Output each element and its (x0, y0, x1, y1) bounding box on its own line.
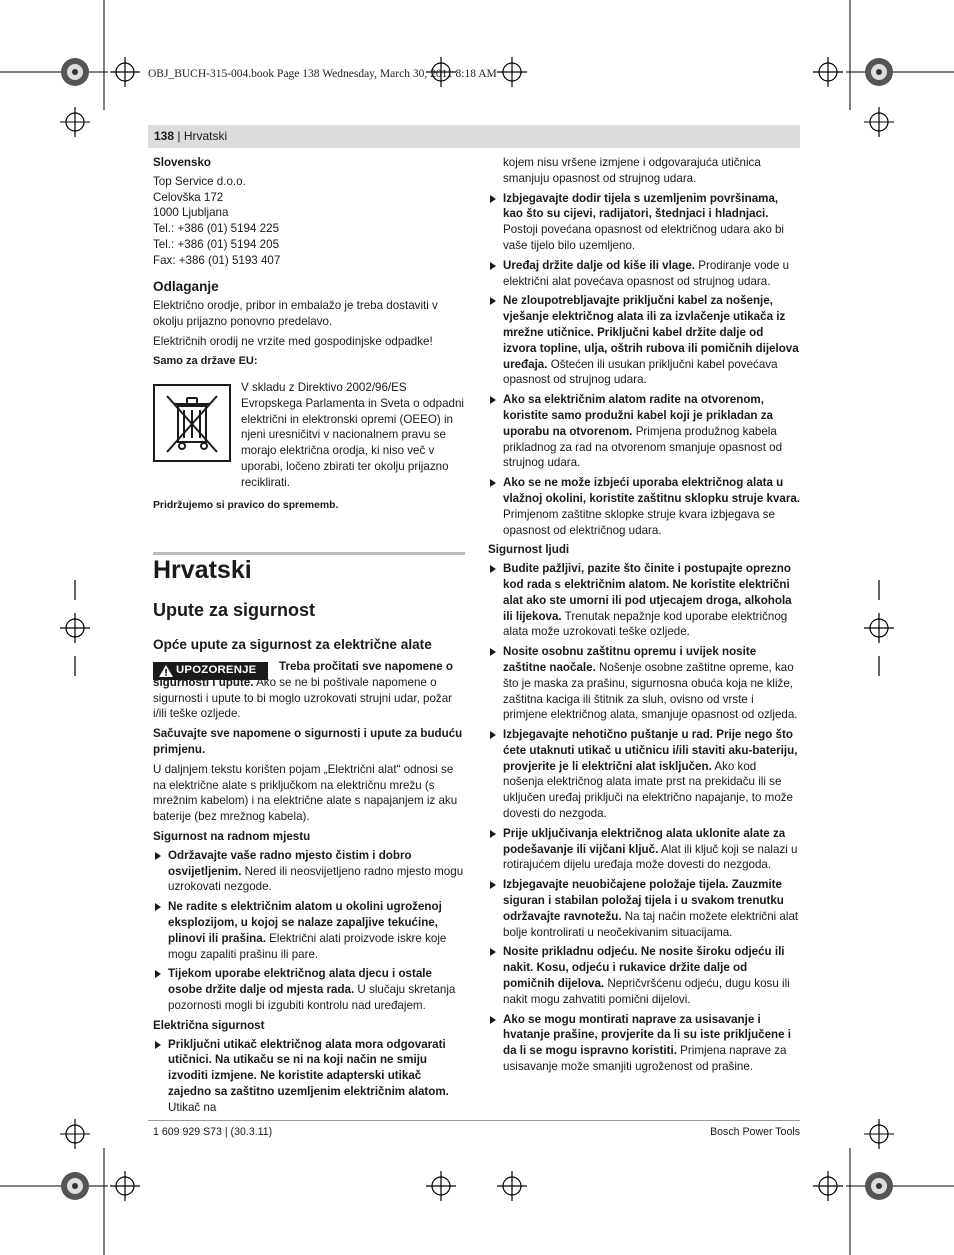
list-item: Ne radite s električnim alatom u okolini ugroženoj eksplozijom, u kojoj se nalaze zapaljive tekućine, plinovi ili prašina. Električni alati proizvode iskre koje mogu zapaliti prašinu ili pare. (153, 899, 465, 962)
page-number: 138 (154, 129, 175, 143)
section-divider (153, 552, 465, 555)
list-item: Izbjegavajte neuobičajene položaje tijela. Zauzmite siguran i stabilan položaj tijela i u svakom trenutku održavajte ravnotežu. Na taj način možete električni alat bolje kontrolirati u neočekivanim situacijama. (488, 877, 800, 940)
warning-badge-label: UPOZORENJE (176, 664, 257, 676)
slovensko-address (153, 174, 465, 269)
people-heading: Sigurnost ljudi (488, 543, 570, 557)
footer-doc-number: 1 609 929 S73 | (30.3.11) (153, 1126, 273, 1138)
bullet-triangle-icon (490, 830, 496, 838)
address-line: Tel.: +386 (01) 5194 225 (153, 222, 280, 236)
list-item: Ako se ne može izbjeći uporaba električnog alata u vlažnoj okolini, koristite zaštitnu sklopku struje kvara. Primjenom zaštitne sklopke struje kvara izbjegava se opasnost od električnog udara. (488, 475, 800, 538)
right-column (488, 155, 800, 1079)
list-item: Uređaj držite dalje od kiše ili vlage. Prodiranje vode u električni alat povećava opasnost od strujnog udara. (488, 258, 800, 290)
bullet-triangle-icon (490, 648, 496, 656)
address-line: Fax: +386 (01) 5193 407 (153, 253, 281, 267)
list-item: Održavajte vaše radno mjesto čistim i dobro osvijetljenim. Nered ili neosvijetljeno radno mjesto mogu uzrokovati nezgode. (153, 848, 465, 895)
electrical-continuation: kojem nisu vršene izmjene i odgovarajuća utičnica smanjuju opasnost od strujnog udara. (503, 156, 761, 185)
term-paragraph: U daljnjem tekstu korišten pojam „Električni alat“ odnosi se na električne alate s priključkom na električnu mrežu (s mrežnim kabelom) i na električne alate s napajanjem iz aku baterije (bez mrežnog kabela). (153, 762, 458, 824)
weee-bin-icon (153, 384, 231, 462)
list-item: Budite pažljivi, pazite što činite i postupajte oprezno kod rada s električnim alatom. Ne koristite električni alat ako ste umorni ili pod utjecajem droga, alkohola ili lijekova. Trenutak nepažnje kod uporabe električnog alata može uzrokovati teške ozljede. (488, 561, 800, 640)
safety-subtitle: Upute za sigurnost (153, 600, 316, 620)
disposal-paragraph: Električno orodje, pribor in embalažo je treba dostaviti v okolju prijazno ponovno predelavo. (153, 299, 438, 329)
bullet-triangle-icon (155, 903, 161, 911)
eu-text-line: uporabi, ločeno zbirati ter okolju prijazno (241, 459, 449, 473)
bullet-triangle-icon (490, 396, 496, 404)
keep-instructions: Sačuvajte sve napomene o sigurnosti i upute za buduću primjenu. (153, 727, 463, 756)
page-header (154, 129, 227, 143)
warning-bold: Treba pročitati sve napomene o sigurnosti i upute. (153, 660, 453, 689)
list-item: Ako se mogu montirati naprave za usisavanje i hvatanje prašine, provjerite da li su iste priključene i da li se mogu ispravno koristiti. Primjena naprave za usisavanje može smanjiti ugroženost od prašine. (488, 1012, 800, 1075)
footer-brand: Bosch Power Tools (710, 1126, 800, 1138)
list-item: Tijekom uporabe električnog alata djecu i ostale osobe držite dalje od mjesta rada. U slučaju skretanja pozornosti mogli bi izgubiti kontrolu nad uređajem. (153, 966, 465, 1013)
printer-info-line: OBJ_BUCH-315-004.book Page 138 Wednesday, March 30, 2011 8:18 AM (148, 68, 497, 80)
footer-divider (148, 1120, 800, 1121)
bullet-triangle-icon (490, 262, 496, 270)
eu-text-line: Evropskega Parlamenta in Sveta o odpadni (241, 396, 464, 410)
list-item: Prije uključivanja električnog alata uklonite alate za podešavanje ili vijčani ključ. Alat ili ključ koji se nalazi u rotirajućem dijelu uređaja može dovesti do nezgoda. (488, 826, 800, 873)
bullet-triangle-icon (490, 195, 496, 203)
general-safety-heading: Opće upute za sigurnost za električne alate (153, 637, 432, 652)
disposal-paragraph: Električnih orodij ne vrzite med gospodinjske odpadke! (153, 334, 433, 348)
eu-text-line: njeni uresničitvi v nacionalnem pravu se (241, 428, 446, 442)
list-item: Priključni utikač električnog alata mora odgovarati utičnici. Na utikaču se ni na koji način ne smiju izvoditi izmjene. Ne koristite adapterski utikač zajedno sa zaštitno uzemljenim električnim alatom. Utikač na (153, 1037, 465, 1116)
eu-text-line: V skladu z Direktivo 2002/96/ES (241, 381, 407, 394)
eu-label: Samo za države EU: (153, 354, 258, 367)
left-column-hrvatski (153, 659, 465, 1120)
eu-text-line: električni in elektronski opremi (OEEO) in (241, 412, 453, 426)
eu-directive-text (241, 380, 465, 491)
bullet-triangle-icon (155, 852, 161, 860)
changes-note: Pridržujemo si pravico do sprememb. (153, 500, 339, 511)
eu-text-line: morajo električna orodja, ki niso več v (241, 444, 435, 458)
warning-paragraph (153, 659, 465, 722)
slovensko-heading: Slovensko (153, 156, 211, 169)
bullet-triangle-icon (490, 731, 496, 739)
bullet-triangle-icon (155, 970, 161, 978)
bullet-triangle-icon (490, 1016, 496, 1024)
list-item: Nosite prikladnu odjeću. Ne nosite široku odjeću ili nakit. Kosu, odjeću i rukavice držite dalje od pomičnih dijelova. Nepričvršćenu odjeću, dugu kosu ili nakit mogu zahvatiti pomični dijelovi. (488, 944, 800, 1007)
bullet-triangle-icon (490, 881, 496, 889)
list-item: Ne zloupotrebljavajte priključni kabel za nošenje, vješanje električnog alata ili za izvlačenje utikača iz mrežne utičnice. Priključni kabel držite dalje od izvora topline, ulja, oštrih rubova ili pomičnih dijelova uređaja. Oštećen ili usukan priključni kabel povećava opasnost od strujnog udara. (488, 293, 800, 388)
eu-text-line: reciklirati. (241, 475, 290, 489)
bullet-triangle-icon (490, 297, 496, 305)
list-item: Nosite osobnu zaštitnu opremu i uvijek nosite zaštitne naočale. Nošenje osobne zaštitne opreme, kao što je maska za prašinu, sigurnosna obuća koja ne kliže, zaštitna kaciga ili štitnik za sluh, ovisno od vrste i primjene električnog alata, smanjuje opasnost od ozljeda. (488, 644, 800, 723)
electrical-heading: Električna sigurnost (153, 1018, 265, 1032)
workplace-heading: Sigurnost na radnom mjestu (153, 829, 311, 843)
list-item: Ako sa električnim alatom radite na otvorenom, koristite samo produžni kabel koji je prikladan za uporabu na otvorenom. Primjena produžnog kabela prikladnog za rad na otvorenom smanjuje opasnost od strujnog udara. (488, 392, 800, 471)
list-item: Izbjegavajte dodir tijela s uzemljenim površinama, kao što su cijevi, radijatori, štednjaci i hladnjaci. Postoji povećana opasnost od električnog udara ako bi vaše tijelo bilo uzemljeno. (488, 191, 800, 254)
bullet-triangle-icon (490, 948, 496, 956)
bullet-triangle-icon (155, 1041, 161, 1049)
page-header-bar (148, 125, 800, 148)
list-item: Izbjegavajte nehotično puštanje u rad. Prije nego što ćete utaknuti utikač u utičnicu i/ili staviti aku-bateriju, provjerite je li električni alat isključen. Ako kod nošenja električnog alata imate prst na prekidaču ili se uključen uređaj priključi na električno napajanje, to može dovesti do nezgoda. (488, 727, 800, 822)
header-section: | Hrvatski (177, 129, 228, 143)
left-column-slovensko (153, 155, 465, 373)
address-line: 1000 Ljubljana (153, 206, 229, 220)
bullet-triangle-icon (490, 565, 496, 573)
section-title: Hrvatski (153, 556, 252, 584)
address-line: Tel.: +386 (01) 5194 205 (153, 237, 280, 251)
address-line: Top Service d.o.o. (153, 174, 246, 188)
address-line: Celovška 172 (153, 190, 224, 204)
bullet-triangle-icon (490, 479, 496, 487)
warning-text: Ako se ne bi poštivale napomene o sigurnosti i upute to bi moglo uzrokovati strujni udar, požar i/ili teške ozljede. (153, 675, 453, 721)
disposal-heading: Odlaganje (153, 278, 219, 294)
